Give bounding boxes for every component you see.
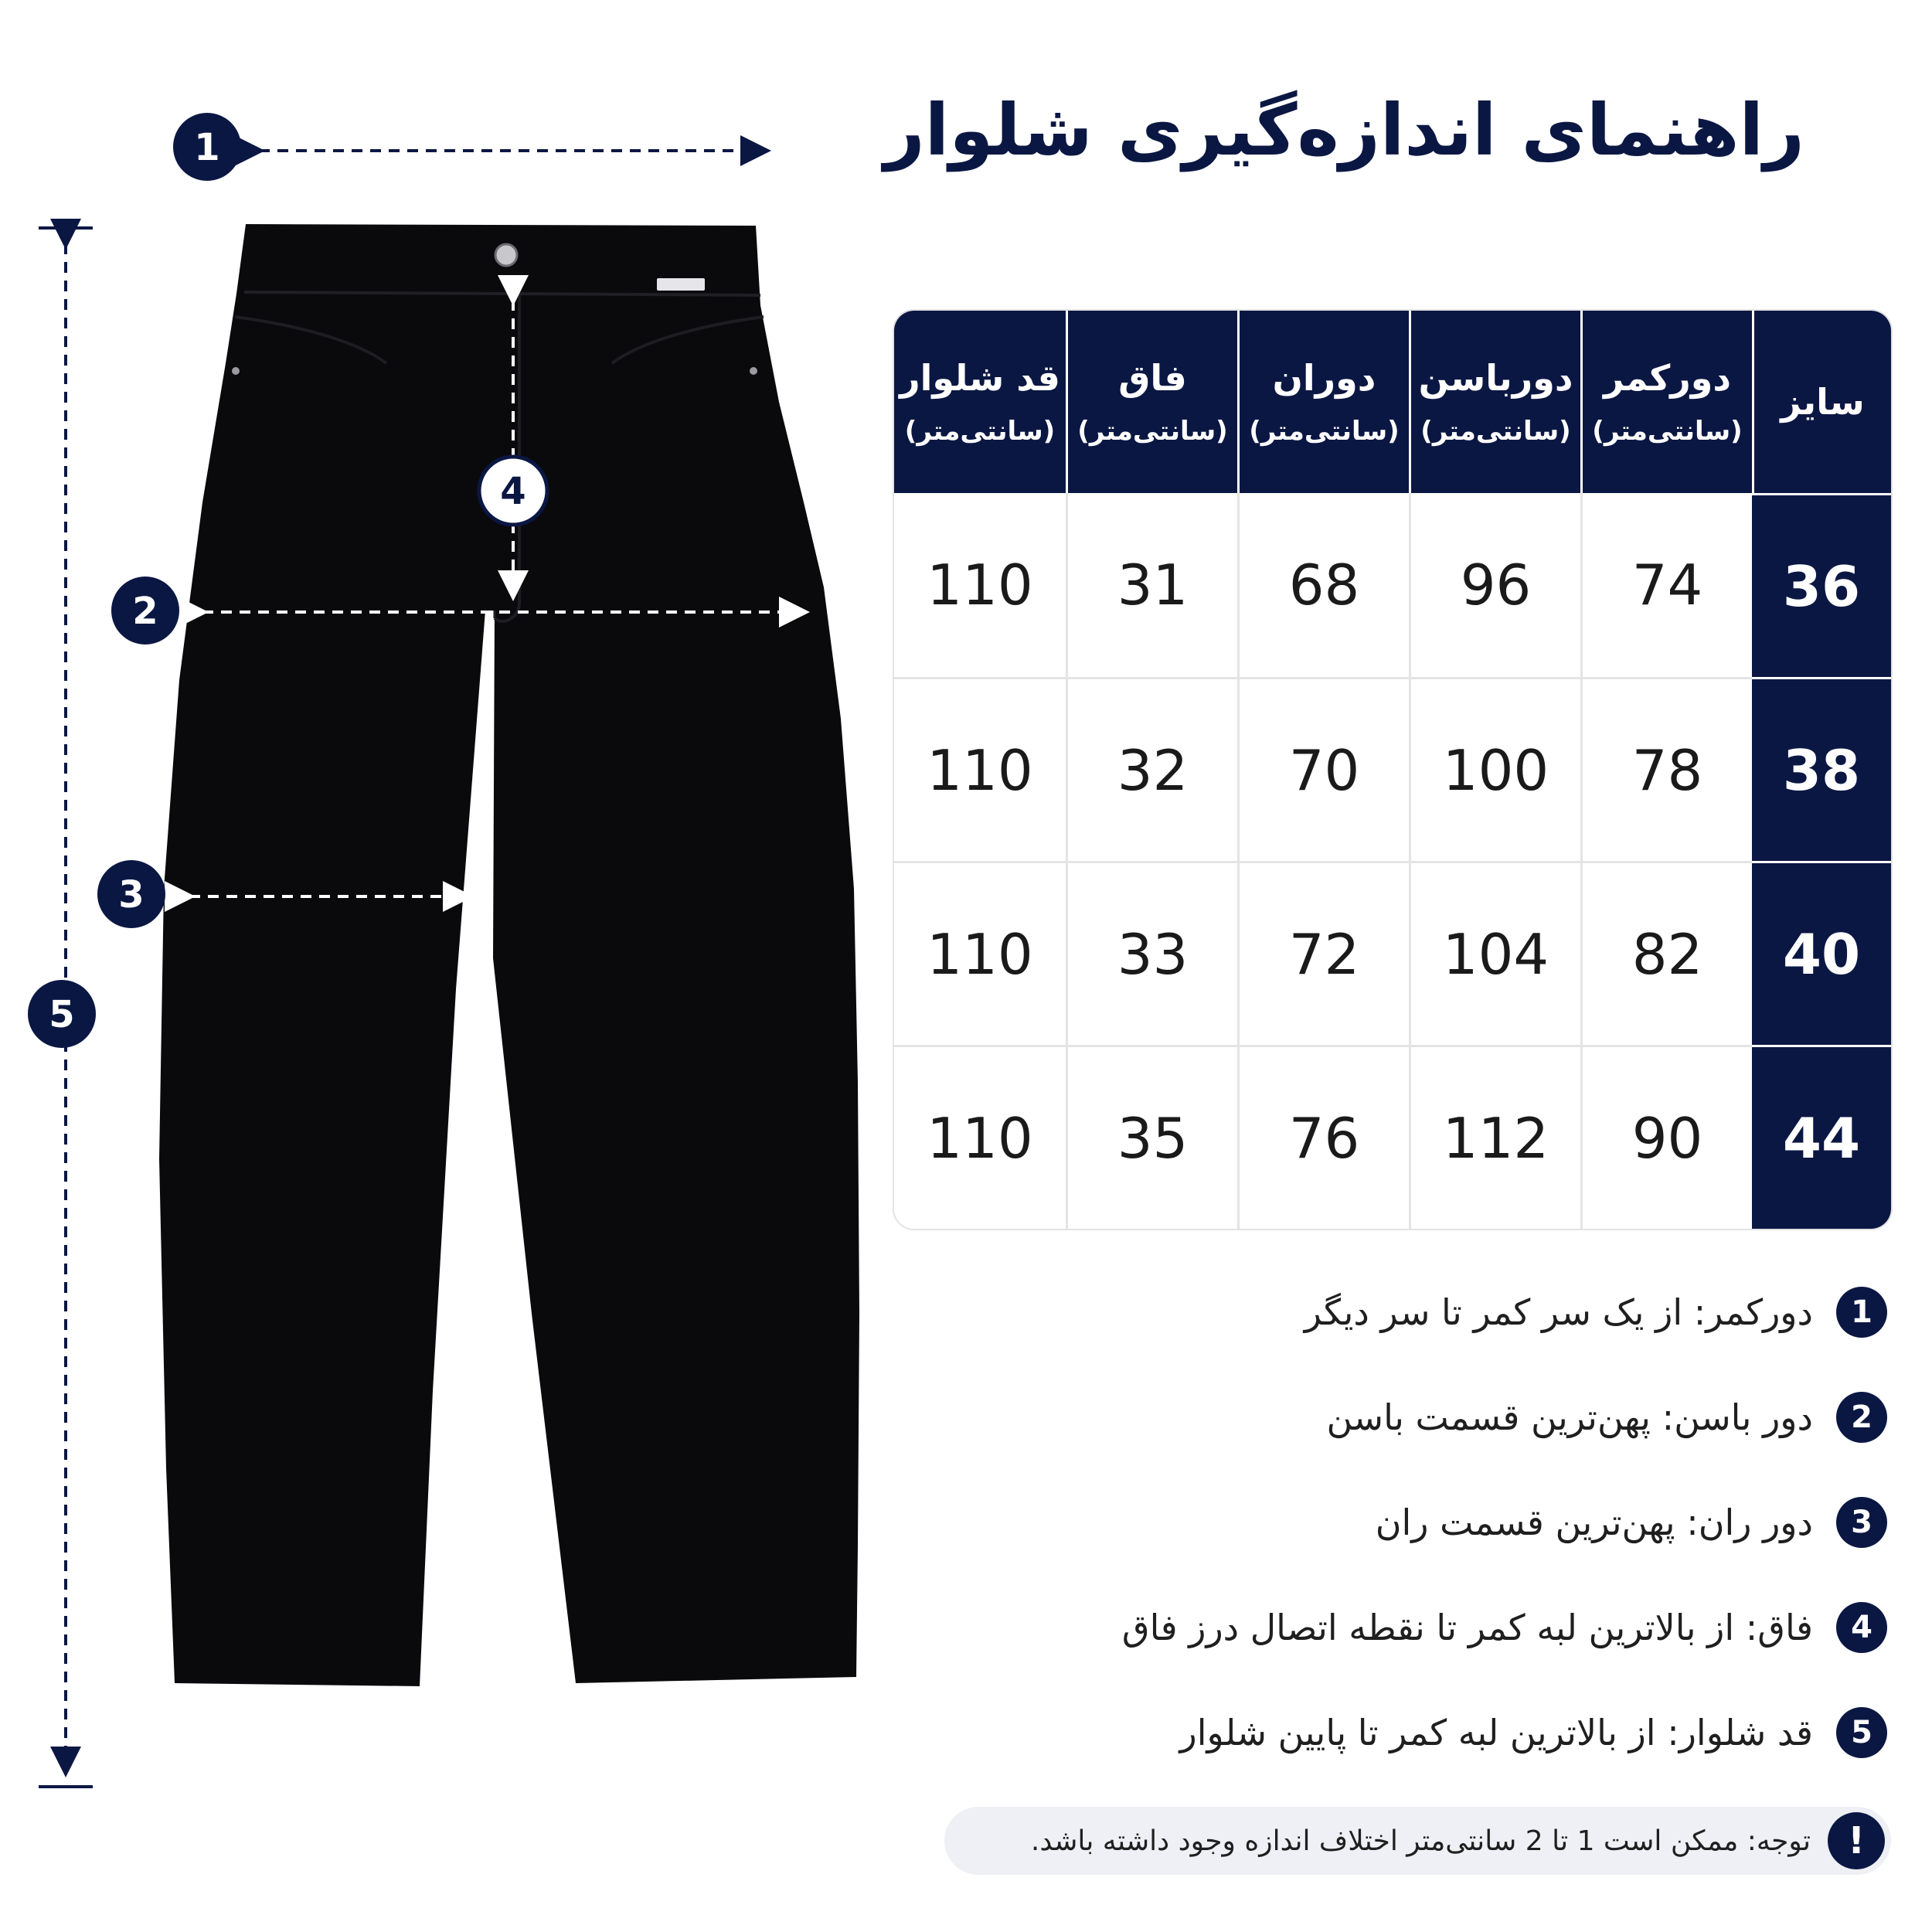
header-thigh: دوران (سانتی‌متر) <box>1237 311 1409 493</box>
table-cell: 33 <box>1066 861 1237 1045</box>
legend-number-badge: 4 <box>1836 1602 1887 1653</box>
exclamation-icon: ! <box>1828 1812 1885 1869</box>
legend-number-badge: 2 <box>1836 1392 1887 1443</box>
header-rise: فاق (سانتی‌متر) <box>1066 311 1237 493</box>
marker-4 <box>479 457 547 525</box>
page-title: راهنمای اندازه‌گیری شلوار <box>883 89 1804 172</box>
table-cell: 31 <box>1066 493 1237 677</box>
table-cell: 74 <box>1580 493 1752 677</box>
table-cell: 78 <box>1580 677 1752 861</box>
table-cell: 110 <box>894 1045 1066 1229</box>
size-cell: 44 <box>1752 1045 1891 1229</box>
table-cell: 82 <box>1580 861 1752 1045</box>
legend-number-badge: 3 <box>1836 1497 1887 1548</box>
measurement-legend <box>883 1260 1887 1785</box>
table-cell: 72 <box>1237 861 1409 1045</box>
table-cell: 70 <box>1237 677 1409 861</box>
header-hip: دورباسن (سانتی‌متر) <box>1409 311 1580 493</box>
table-row <box>894 861 1891 1045</box>
legend-text: دور باسن: پهن‌ترین قسمت باسن <box>1326 1396 1813 1438</box>
table-cell: 96 <box>1409 493 1580 677</box>
note-banner <box>944 1807 1891 1875</box>
legend-item-thigh <box>883 1470 1887 1575</box>
marker-5 <box>28 980 96 1048</box>
pants-measurement-figure <box>0 0 873 1839</box>
table-cell: 35 <box>1066 1045 1237 1229</box>
table-header-row <box>894 311 1891 493</box>
size-cell: 38 <box>1752 677 1891 861</box>
table-cell: 110 <box>894 493 1066 677</box>
legend-item-hip <box>883 1365 1887 1470</box>
size-cell: 36 <box>1752 493 1891 677</box>
legend-item-length <box>883 1680 1887 1785</box>
pants-silhouette <box>159 224 859 1686</box>
table-row <box>894 1045 1891 1229</box>
svg-text:5: 5 <box>49 993 75 1036</box>
legend-text: دورکمر: از یک سر کمر تا سر دیگر <box>1304 1291 1813 1333</box>
note-text: توجه: ممکن است 1 تا 2 سانتی‌متر اختلاف اندازه وجود داشته باشد. <box>1030 1825 1811 1857</box>
table-cell: 32 <box>1066 677 1237 861</box>
legend-number-badge: 1 <box>1836 1287 1887 1338</box>
waist-tag <box>657 278 705 291</box>
svg-text:1: 1 <box>194 126 220 169</box>
legend-text: دور ران: پهن‌ترین قسمت ران <box>1375 1502 1813 1543</box>
header-length: قد شلوار (سانتی‌متر) <box>894 311 1066 493</box>
waist-button-icon <box>495 244 517 266</box>
table-cell: 110 <box>894 677 1066 861</box>
size-cell: 40 <box>1752 861 1891 1045</box>
header-size: سایز <box>1752 311 1891 493</box>
svg-text:3: 3 <box>118 873 145 917</box>
table-cell: 112 <box>1409 1045 1580 1229</box>
table-cell: 76 <box>1237 1045 1409 1229</box>
table-cell: 104 <box>1409 861 1580 1045</box>
size-table <box>893 309 1893 1230</box>
table-row <box>894 493 1891 677</box>
marker-2 <box>111 577 179 645</box>
svg-text:4: 4 <box>500 470 526 513</box>
table-row <box>894 677 1891 861</box>
legend-text: قد شلوار: از بالاترین لبه کمر تا پایین شلوار <box>1179 1712 1813 1753</box>
table-cell: 110 <box>894 861 1066 1045</box>
marker-3 <box>97 860 165 928</box>
legend-item-waist <box>883 1260 1887 1365</box>
table-cell: 68 <box>1237 493 1409 677</box>
legend-text: فاق: از بالاترین لبه کمر تا نقطه اتصال درز فاق <box>1121 1607 1813 1648</box>
marker-1 <box>173 113 241 181</box>
legend-number-badge: 5 <box>1836 1707 1887 1758</box>
legend-item-rise <box>883 1575 1887 1680</box>
rivet-icon <box>232 367 240 375</box>
table-cell: 100 <box>1409 677 1580 861</box>
rivet-icon <box>750 367 757 375</box>
header-waist: دورکمر (سانتی‌متر) <box>1580 311 1752 493</box>
table-cell: 90 <box>1580 1045 1752 1229</box>
svg-text:2: 2 <box>132 590 158 633</box>
